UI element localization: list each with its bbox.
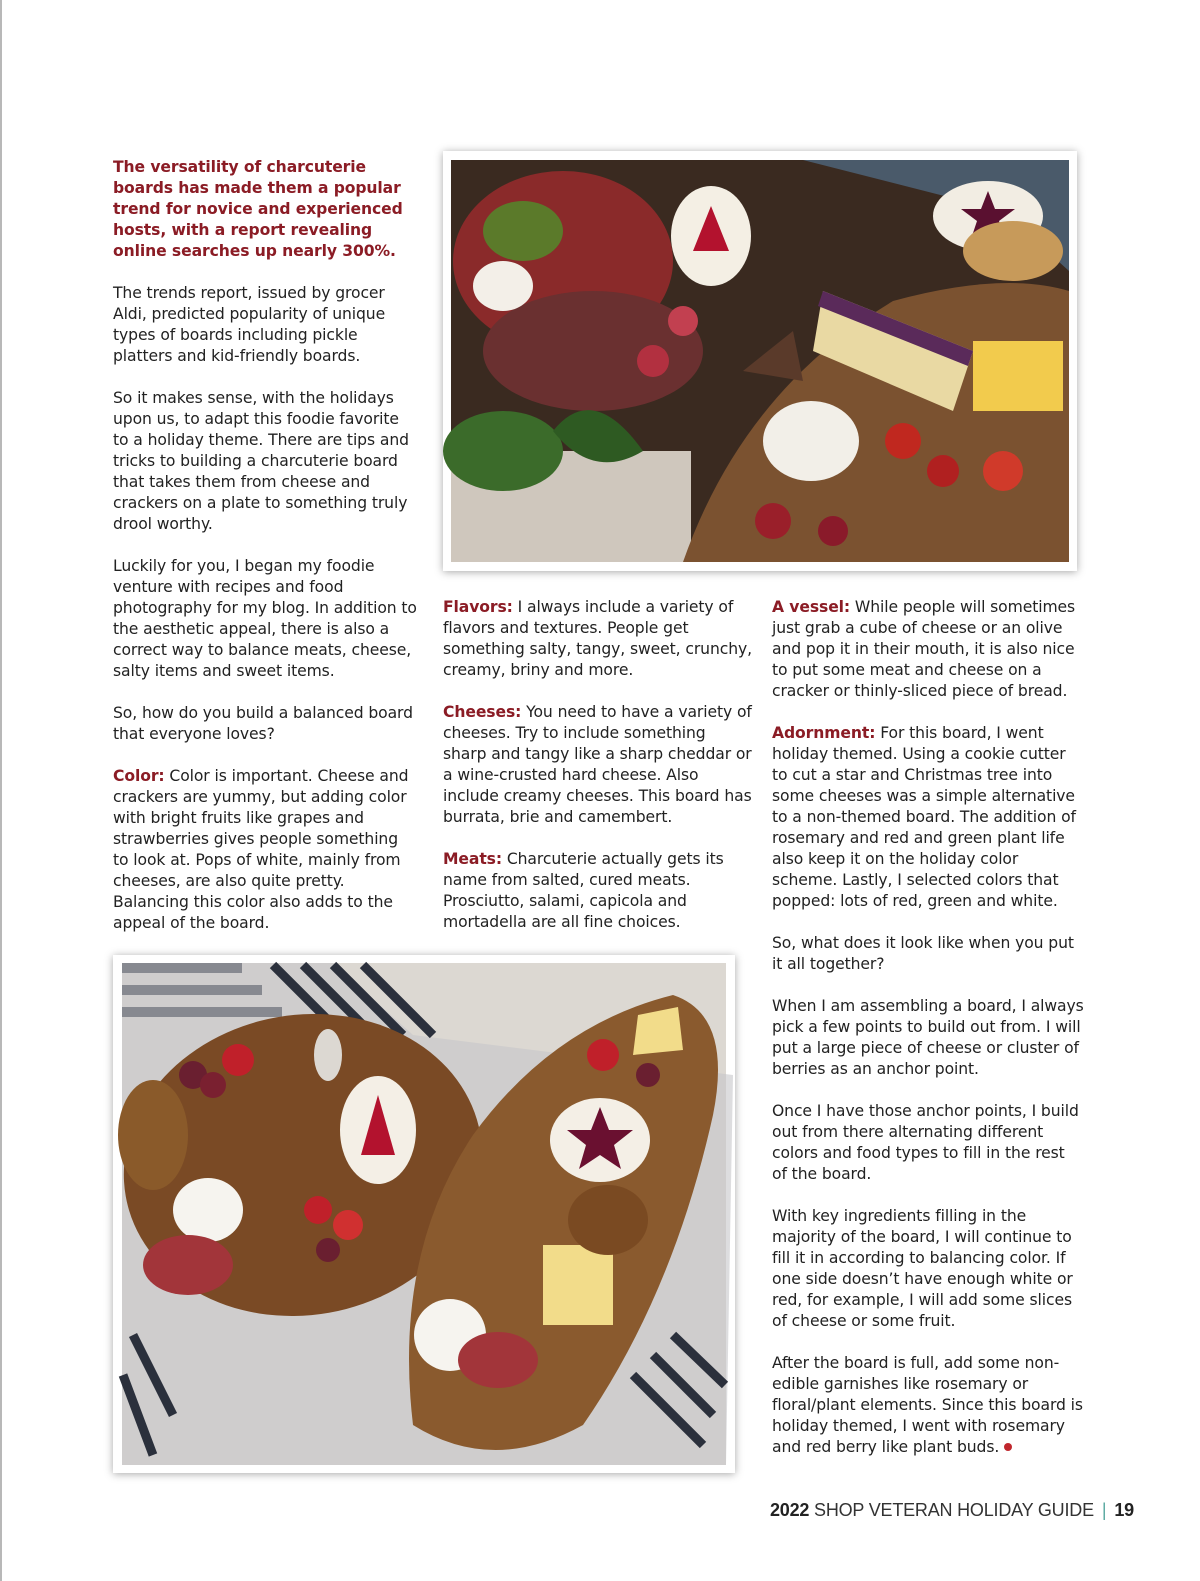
footer-year: 2022 [769, 1500, 810, 1520]
body-paragraph: So it makes sense, with the holidays upon us, to adapt this foodie favorite to a holiday theme. There are tips and tricks to building a charcuterie board that takes them from cheese and crackers on a plate to something truly drool worthy. [113, 389, 409, 533]
flavors-paragraph [443, 597, 753, 681]
middle-column [443, 597, 753, 954]
closing-text: After the board is full, add some non-edible garnishes like rosemary or floral/plant elements. Since this board is holiday themed, I went with rosemary and red berry like plant buds. [772, 1354, 1083, 1456]
top-charcuterie-photo [443, 151, 1077, 571]
page-number: 19 [1114, 1500, 1134, 1520]
color-heading: Color: [113, 767, 165, 785]
body-paragraph: When I am assembling a board, I always pick a few points to build out from. I will put a large piece of cheese or cluster of berries as an anchor point. [772, 997, 1084, 1078]
left-column [113, 157, 418, 955]
footer-separator: | [1101, 1500, 1107, 1520]
lead-paragraph: The versatility of charcuterie boards has made them a popular trend for novice and experienced hosts, with a report revealing online searches up nearly 300%. [113, 158, 403, 260]
bottom-charcuterie-photo [113, 955, 735, 1473]
meats-text: Charcuterie actually gets its name from salted, cured meats. Prosciutto, salami, capicola and mortadella are all fine choices. [443, 850, 724, 931]
cheeses-paragraph [443, 702, 753, 828]
vessel-paragraph [772, 597, 1084, 702]
vessel-text: While people will sometimes just grab a cube of cheese or an olive and pop it in their mouth, it is also nice to put some meat and cheese on a cracker or thinly-sliced piece of bread. [772, 598, 1076, 700]
page-edge [0, 0, 2, 1581]
body-paragraph: So, how do you build a balanced board that everyone loves? [113, 704, 413, 743]
body-paragraph: The trends report, issued by grocer Aldi, predicted popularity of unique types of boards including pickle platters and kid-friendly boards. [113, 284, 386, 365]
vessel-heading: A vessel: [772, 598, 851, 616]
body-paragraph: Once I have those anchor points, I build out from there alternating different colors and food types to fill in the rest of the board. [772, 1102, 1079, 1183]
cheeses-heading: Cheeses: [443, 703, 522, 721]
meats-heading: Meats: [443, 850, 502, 868]
flavors-heading: Flavors: [443, 598, 513, 616]
flavors-text: I always include a variety of flavors and textures. People get something salty, tangy, sweet, crunchy, creamy, briny and more. [443, 598, 752, 679]
color-text: Color is important. Cheese and crackers are yummy, but adding color with bright fruits like grapes and strawberries gives people something to look at. Pops of white, mainly from cheeses, are also quite pretty. Balancing this color also adds to the appeal of the board. [113, 767, 409, 932]
adornment-heading: Adornment: [772, 724, 876, 742]
cheeses-text: You need to have a variety of cheeses. Try to include something sharp and tangy like a sharp cheddar or a wine-crusted hard cheese. Also include creamy cheeses. This board has burrata, brie and camembert. [443, 703, 752, 826]
body-paragraph: So, what does it look like when you put it all together? [772, 934, 1074, 973]
end-mark-icon [1004, 1443, 1012, 1451]
body-paragraph: With key ingredients filling in the majority of the board, I will continue to fill it in according to balancing color. If one side doesn’t have enough white or red, for example, I will add some slices of cheese or some fruit. [772, 1207, 1073, 1330]
right-column [772, 597, 1084, 1479]
adornment-text: For this board, I went holiday themed. Using a cookie cutter to cut a star and Christmas tree into some cheeses was a simple alternative to a non-themed board. The addition of rosemary and red and green plant life also keep it on the holiday color scheme. Lastly, I selected colors that popped: lots of red, green and white. [772, 724, 1076, 910]
page-footer [770, 1500, 1134, 1521]
color-paragraph [113, 766, 418, 934]
footer-title: SHOP VETERAN HOLIDAY GUIDE [814, 1500, 1094, 1520]
meats-paragraph [443, 849, 753, 933]
body-paragraph: Luckily for you, I began my foodie venture with recipes and food photography for my blog. In addition to the aesthetic appeal, there is also a correct way to balance meats, cheese, salty items and sweet items. [113, 557, 417, 680]
adornment-paragraph [772, 723, 1084, 912]
closing-paragraph [772, 1353, 1084, 1458]
